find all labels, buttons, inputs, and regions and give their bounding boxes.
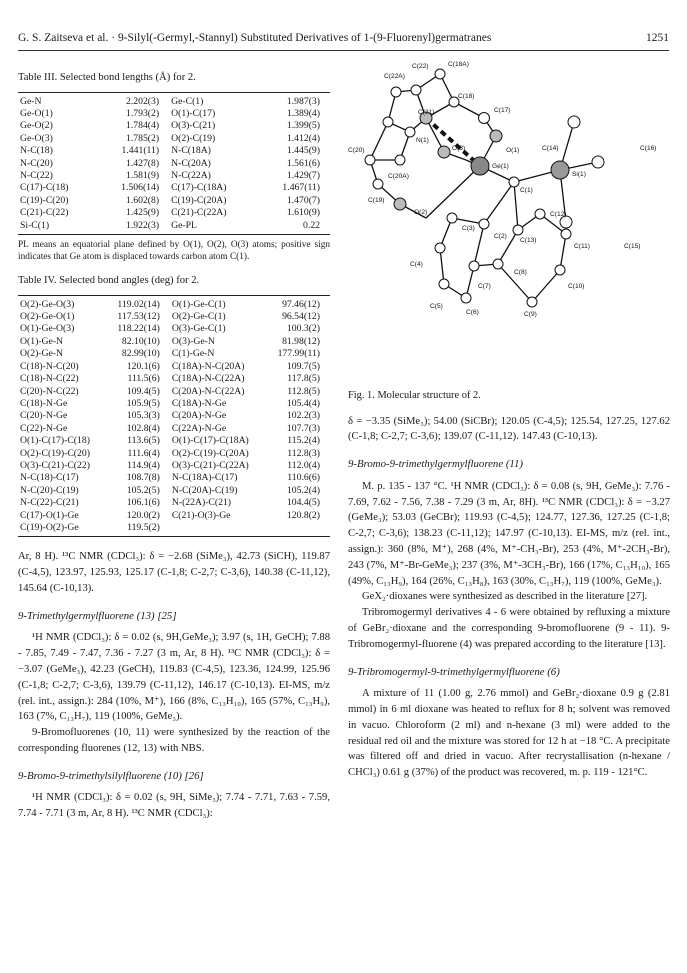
bond-value-cell: 120.1(6): [126, 360, 160, 372]
bond-label-cell: C(19)-C(20A): [171, 194, 227, 206]
atom-label: C(3): [462, 225, 475, 232]
bond-label-cell: C(20A)-N-Ge: [171, 410, 227, 422]
table-row: [18, 435, 330, 447]
table-row: [18, 361, 330, 373]
bond-value-cell: 109.7(5): [286, 360, 320, 372]
bond-label-cell: C(19)-C(20): [20, 194, 69, 206]
bond-label-cell: C(18)-N-C(22): [20, 373, 79, 385]
bond-label-cell: Si-C(1): [20, 219, 50, 231]
atom-label: C(20): [348, 147, 365, 154]
bond-value-cell: 107.7(3): [286, 422, 320, 434]
bond-value-cell: 111.6(4): [127, 447, 160, 459]
bond-value-cell: 1.427(8): [126, 157, 160, 169]
table-row: [18, 398, 330, 410]
bond-label-cell: N-C(18): [20, 145, 53, 157]
bond-label-cell: O(3)-Ge-N: [171, 335, 215, 347]
bond-value-cell: 120.8(2): [286, 509, 320, 521]
atom-label: C(22): [412, 63, 429, 70]
bond-value-cell: 117.8(5): [287, 373, 320, 385]
table-row: [18, 348, 330, 360]
bond-value-cell: 120.0(2): [126, 509, 160, 521]
table-row: [18, 145, 330, 157]
bond-value-cell: 105.9(5): [126, 397, 160, 409]
table-row: [18, 423, 330, 435]
bond-value-cell: 114.9(4): [127, 459, 160, 471]
atom-label: Si(1): [572, 171, 586, 178]
table3: [18, 92, 330, 235]
table-row: [18, 323, 330, 335]
bond-label-cell: C(17)-C(18A): [171, 182, 227, 194]
atom-label: C(17): [494, 107, 511, 114]
bond-label-cell: O(3)-C(21)-C(22): [20, 459, 90, 471]
bond-value-cell: 1.470(7): [286, 194, 320, 206]
bond-value-cell: 1.445(9): [286, 145, 320, 157]
molecule-drawing: [348, 52, 670, 382]
bond-value-cell: 97.46(12): [282, 298, 320, 310]
atom-label: C(22A): [384, 73, 405, 80]
table-row: [18, 133, 330, 145]
bond-value-cell: 0.22: [303, 219, 320, 231]
bond-label-cell: C(20)-N-Ge: [20, 410, 68, 422]
bond-value-cell: 105.3(3): [126, 410, 160, 422]
paragraph: 9-Bromofluorenes (10, 11) were synthesized by the reaction of the corresponding fluorenes (12, 13) with NBS.: [18, 727, 330, 754]
bond-value-cell: 1.506(14): [121, 182, 160, 194]
atom-label: C(11): [574, 243, 590, 250]
paragraph: δ = −3.35 (SiMe₃); 54.00 (SiCBr); 120.05 (C-4,5); 125.54, 127.25, 127.62 (C-1,8; C-2,7; C-3,6); 139.07 (C-11,12). 147.43 (C-10,13).: [348, 415, 670, 443]
bond-label-cell: O(2)-Ge-C(1): [171, 311, 226, 323]
bond-label-cell: N-C(18A): [171, 145, 211, 157]
bond-value-cell: 1.785(2): [126, 132, 160, 144]
table-row: [18, 108, 330, 120]
bond-value-cell: 1.922(3): [126, 219, 160, 231]
atom-label: C(18): [458, 93, 475, 100]
bond-label-cell: C(18A)-N-Ge: [171, 397, 227, 409]
bond-label-cell: C(18A)-N-C(22A): [171, 373, 245, 385]
bond-label-cell: O(2)-Ge-N: [20, 348, 64, 360]
bond-value-cell: 108.7(8): [126, 472, 160, 484]
bond-label-cell: Ge-O(3): [20, 132, 53, 144]
bond-label-cell: Ge-C(1): [171, 95, 204, 107]
atom-label: C(20A): [388, 173, 409, 180]
bond-value-cell: 1.561(6): [286, 157, 320, 169]
paragraph: GeX₂·dioxanes were synthesized as described in the literature [27].: [362, 591, 648, 603]
bond-value-cell: 102.8(4): [126, 422, 160, 434]
table-row: [18, 182, 330, 194]
bond-value-cell: 82.99(10): [121, 348, 160, 360]
bond-label-cell: Ge-O(1): [20, 108, 53, 119]
bond-label-cell: C(18)-N-Ge: [20, 397, 68, 409]
bond-label-cell: C(1)-Ge-N: [171, 348, 215, 360]
bond-label-cell: N-C(18A)-C(17): [171, 472, 238, 484]
bond-value-cell: 81.98(12): [282, 335, 320, 347]
bond-value-cell: 105.2(5): [126, 484, 160, 496]
bond-label-cell: O(3)-Ge-C(1): [171, 323, 226, 335]
bond-value-cell: 109.4(5): [126, 385, 160, 397]
bond-value-cell: 2.202(3): [126, 95, 160, 107]
bond-label-cell: O(2)-Ge-O(1): [20, 311, 75, 323]
bond-value-cell: 1.602(8): [126, 194, 160, 206]
table-row: [18, 460, 330, 472]
bond-label-cell: O(1)-Ge-C(1): [171, 298, 226, 310]
bond-value-cell: 1.441(11): [121, 145, 160, 157]
bond-label-cell: O(1)-C(17)-C(18): [20, 435, 90, 447]
atom-label: C(16): [640, 145, 657, 152]
table4-caption: Table IV. Selected bond angles (deg) for 2.: [18, 275, 200, 287]
bond-label-cell: N-C(20)-C(19): [20, 484, 79, 496]
section-heading: 9-Tribromogermyl-9-trimethylgermylfluorene (6): [348, 665, 560, 678]
bond-value-cell: 112.8(5): [287, 385, 320, 397]
bond-label-cell: N-C(20): [20, 157, 53, 169]
atom-label: O(3): [452, 145, 466, 152]
paragraph: Ar, 8 H). ¹³C NMR (CDCl₃): δ = −2.68 (SiMe₃), 42.73 (SiCH), 119.87 (C-4,5), 123.97, 125.93, 125.17 (C-1,8; C-2,7; C-3,6), 140.38 (C-11,12), 145.64 (C-10,13).: [18, 551, 330, 594]
atom-label: O(2): [414, 209, 428, 216]
paragraph: Tribromogermyl derivatives 4 - 6 were obtained by refluxing a mixture of GeBr₂·dioxane and the corresponding 9-bromofluorene (9 - 11). 9-Tribromogermyl-fluorene (4) was prepared according to the literature [13].: [348, 607, 670, 650]
table3-caption: Table III. Selected bond lengths (Å) for 2.: [18, 72, 196, 83]
bond-value-cell: 106.1(6): [126, 497, 160, 509]
running-title: G. S. Zaitseva et al. · 9-Silyl(-Germyl,-Stannyl) Substituted Derivatives of 1-(9-Fluorenyl)germatranes: [18, 32, 492, 44]
right-column: [348, 60, 670, 781]
bond-value-cell: 113.6(5): [127, 435, 160, 447]
bond-value-cell: 1.987(3): [286, 95, 320, 107]
section-heading: 9-Bromo-9-trimethylsilylfluorene (10) [26]: [18, 769, 204, 782]
bond-value-cell: 110.6(6): [287, 472, 320, 484]
bond-label-cell: O(3)-C(21): [171, 120, 216, 132]
bond-value-cell: 100.3(2): [286, 323, 320, 335]
table-row: [18, 386, 330, 398]
bond-value-cell: 111.5(6): [127, 373, 160, 385]
bond-value-cell: 1.425(9): [126, 207, 160, 219]
table-row: [18, 92, 330, 108]
bond-value-cell: 105.4(4): [286, 397, 320, 409]
section-heading: 9-Bromo-9-trimethylgermylfluorene (11): [348, 458, 524, 471]
table-row: [18, 485, 330, 497]
atom-label: C(19): [368, 197, 385, 204]
bond-value-cell: 96.54(12): [282, 311, 320, 323]
bond-label-cell: Ge-N: [20, 95, 42, 107]
atom-label: C(6): [466, 309, 479, 316]
bond-value-cell: [266, 522, 330, 537]
atom-label: O(1): [506, 147, 520, 154]
left-column: [18, 60, 330, 822]
bond-label-cell: C(22A)-N-Ge: [171, 422, 227, 434]
table-row: [18, 497, 330, 509]
bond-value-cell: 118.22(14): [117, 323, 160, 335]
bond-value-cell: 1.467(11): [282, 182, 320, 194]
bond-label-cell: O(1)-Ge-O(3): [20, 323, 75, 335]
table-row: [18, 220, 330, 235]
bond-label-cell: O(2)-C(19)-C(20): [20, 447, 90, 459]
atom-label: C(2): [494, 233, 507, 240]
bond-label-cell: C(18)-N-C(20): [20, 360, 79, 372]
bond-label-cell: C(21)-O(3)-Ge: [171, 509, 231, 521]
bond-value-cell: 1.793(2): [126, 108, 160, 119]
bond-value-cell: 82.10(10): [121, 335, 160, 347]
atom-label: C(15): [624, 243, 641, 250]
paragraph: A mixture of 11 (1.00 g, 2.76 mmol) and GeBr₂·dioxane 0.9 g (2.81 mmol) in 6 ml dioxane was heated to reflux for 8 h; solvent was removed in vacuo. Chloroform (2 ml) and n-hexane (3 ml) were added to the residual red oil and the mixture was stored for 12 h at −18 °C. A precipitate was filtered off and dried in vacuo. After recrystallisation (n-hexane / CHCl₃) 0.61 g (37%) of the product was recovered, m. p. 119 - 121°C.: [348, 688, 670, 779]
bond-value-cell: 119.02(14): [117, 298, 160, 310]
bond-value-cell: 1.389(4): [286, 108, 320, 119]
bond-label-cell: N-C(22A): [171, 170, 211, 182]
bond-label-cell: C(22)-N-Ge: [20, 422, 68, 434]
table4: [18, 295, 330, 538]
bond-value-cell: 104.4(5): [286, 497, 320, 509]
atom-label: C(1): [520, 187, 533, 194]
bond-label-cell: O(1)-C(17): [171, 108, 216, 119]
atom-label: C(8): [514, 269, 527, 276]
bond-value-cell: 1.581(9): [126, 170, 160, 182]
bond-label-cell: N-C(20A)-C(19): [171, 484, 238, 496]
paragraph: ¹H NMR (CDCl₃): δ = 0.02 (s, 9H, SiMe₃); 7.74 - 7.71, 7.63 - 7.59, 7.74 - 7.71 (3 m, Ar, 8 H). ¹³C NMR (CDCl₃):: [18, 792, 330, 820]
bond-value-cell: 102.2(3): [286, 410, 320, 422]
paragraph: M. p. 135 - 137 °C. ¹H NMR (CDCl₃): δ = 0.08 (s, 9H, GeMe₃): 7.76 - 7.69, 7.62 - 7.56, 7.38 - 7.29 (3 m, Ar, 8H). ¹³C NMR (CDCl₃): δ = −3.27 (GeMe₃); 53.03 (GeCBr); 119.93 (C-4,5); 124.77, 127.36, 127.25 (C-1,8; C-2,7; C-3,6); 138.23 (C-11,12); 147.97 (C-10,13). EI-MS, m/z (rel. int., assign.): 360 (8%, M⁺), 268 (4%, M⁺-CH₃-Br), 253 (4%, M⁺-2CH₃-Br), 243 (7%, M⁺-Br-GeMe₃); 237 (3%, M⁺-3CH₃-Br), 166 (17%, C₁₃H₁₀), 165 (49%, C₁₃H₉), 164 (26%, C₁₃H₈), 163 (30%, C₁₃H₇), 119 (100%, GeMe₃).: [348, 480, 670, 587]
section-heading: 9-Trimethylgermylfluorene (13) [25]: [18, 609, 177, 622]
bond-label-cell: [170, 522, 266, 537]
bond-value-cell: 1.784(4): [126, 120, 160, 132]
atom-label: C(21): [418, 109, 435, 116]
table-row: [18, 195, 330, 207]
table-row: [18, 373, 330, 385]
bond-label-cell: Ge-PL: [171, 219, 197, 231]
bond-value-cell: 1.399(5): [286, 120, 320, 132]
bond-label-cell: O(2)-C(19): [171, 132, 216, 144]
bond-label-cell: C(19)-O(2)-Ge: [20, 521, 79, 533]
table-row: [18, 510, 330, 522]
bond-value-cell: 112.8(3): [287, 447, 320, 459]
atom-label: C(18A): [448, 61, 469, 68]
bond-label-cell: O(1)-C(17)-C(18A): [171, 435, 249, 447]
bond-value-cell: 117.53(12): [117, 311, 160, 323]
bond-value-cell: 1.412(4): [286, 132, 320, 144]
table-row: [18, 295, 330, 311]
table-row: [18, 207, 330, 219]
table-row: [18, 170, 330, 182]
atom-label: C(9): [524, 311, 537, 318]
bond-value-cell: 1.610(9): [286, 207, 320, 219]
bond-value-cell: 1.429(7): [286, 170, 320, 182]
atom-label: C(5): [430, 303, 443, 310]
atom-label: C(12): [550, 211, 567, 218]
paragraph: ¹H NMR (CDCl₃): δ = 0.02 (s, 9H,GeMe₃); 3.97 (s, 1H, GeCH); 7.88 - 7.85, 7.49 - 7.47, 7.36 - 7.27 (3 m, Ar, 8 H). ¹³C NMR (CDCl₃): δ = −3.07 (GeMe₃), 42.23 (GeCH), 119.83 (C-4,5), 123.36, 124.99, 125.96 (C-1,8; C-2,7; C-3,6), 139.79 (C-11,12), 146.17 (C-10,13). EI-MS, m/z (rel. int., assign.): 284 (10%, M⁺), 166 (8%, C₁₃H₁₀), 165 (57%, C₁₃H₉), 163 (7%, C₁₃H₇), 119 (100%, GeMe₃).: [18, 632, 330, 723]
bond-value-cell: 112.0(4): [287, 459, 320, 471]
bond-label-cell: O(2)-C(19)-C(20A): [171, 447, 249, 459]
table-row: [18, 410, 330, 422]
bond-label-cell: C(17)-O(1)-Ge: [20, 509, 79, 521]
bond-label-cell: O(3)-C(21)-C(22A): [171, 459, 249, 471]
bond-label-cell: N-C(22): [20, 170, 53, 182]
bond-value-cell: 119.5(2): [127, 521, 160, 533]
atom-label: C(14): [542, 145, 559, 152]
bond-label-cell: N-C(22)-C(21): [20, 497, 79, 509]
bond-label-cell: N-(22A)-C(21): [171, 497, 232, 509]
table-row: [18, 472, 330, 484]
atom-label: C(10): [568, 283, 585, 290]
bond-value-cell: 115.2(4): [287, 435, 320, 447]
bond-label-cell: C(21)-C(22): [20, 207, 69, 219]
table-row: [18, 120, 330, 132]
bond-label-cell: N-C(18)-C(17): [20, 472, 79, 484]
table-row: [18, 311, 330, 323]
table-row: [18, 522, 330, 537]
bond-label-cell: C(18A)-N-C(20A): [171, 360, 245, 372]
bond-label-cell: N-C(20A): [171, 157, 211, 169]
table-row: [18, 336, 330, 348]
atom-label: C(7): [478, 283, 491, 290]
atom-label: Ge(1): [492, 163, 509, 170]
figure-caption: Fig. 1. Molecular structure of 2.: [348, 390, 481, 401]
bond-value-cell: 105.2(4): [286, 484, 320, 496]
atom-label: N(1): [416, 137, 429, 144]
atom-label: C(4): [410, 261, 423, 268]
atom-label: C(13): [520, 237, 537, 244]
bond-label-cell: C(17)-C(18): [20, 182, 69, 194]
table3-footnote: PL means an equatorial plane defined by O(1), O(2), O(3) atoms; positive sign indicates that Ge atom is displaced towards carbon atom C(1).: [18, 240, 330, 263]
bond-label-cell: Ge-O(2): [20, 120, 53, 132]
bond-label-cell: C(20A)-N-C(22A): [171, 385, 245, 397]
molecular-structure-figure: [348, 52, 670, 382]
bond-label-cell: O(1)-Ge-N: [20, 335, 64, 347]
bond-value-cell: 177.99(11): [277, 348, 320, 360]
page-number: 1251: [646, 32, 669, 44]
bond-label-cell: O(2)-Ge-O(3): [20, 298, 75, 310]
running-header: [18, 30, 669, 51]
bond-label-cell: C(21)-C(22A): [171, 207, 227, 219]
table-row: [18, 448, 330, 460]
table-row: [18, 158, 330, 170]
bond-label-cell: C(20)-N-C(22): [20, 385, 79, 397]
